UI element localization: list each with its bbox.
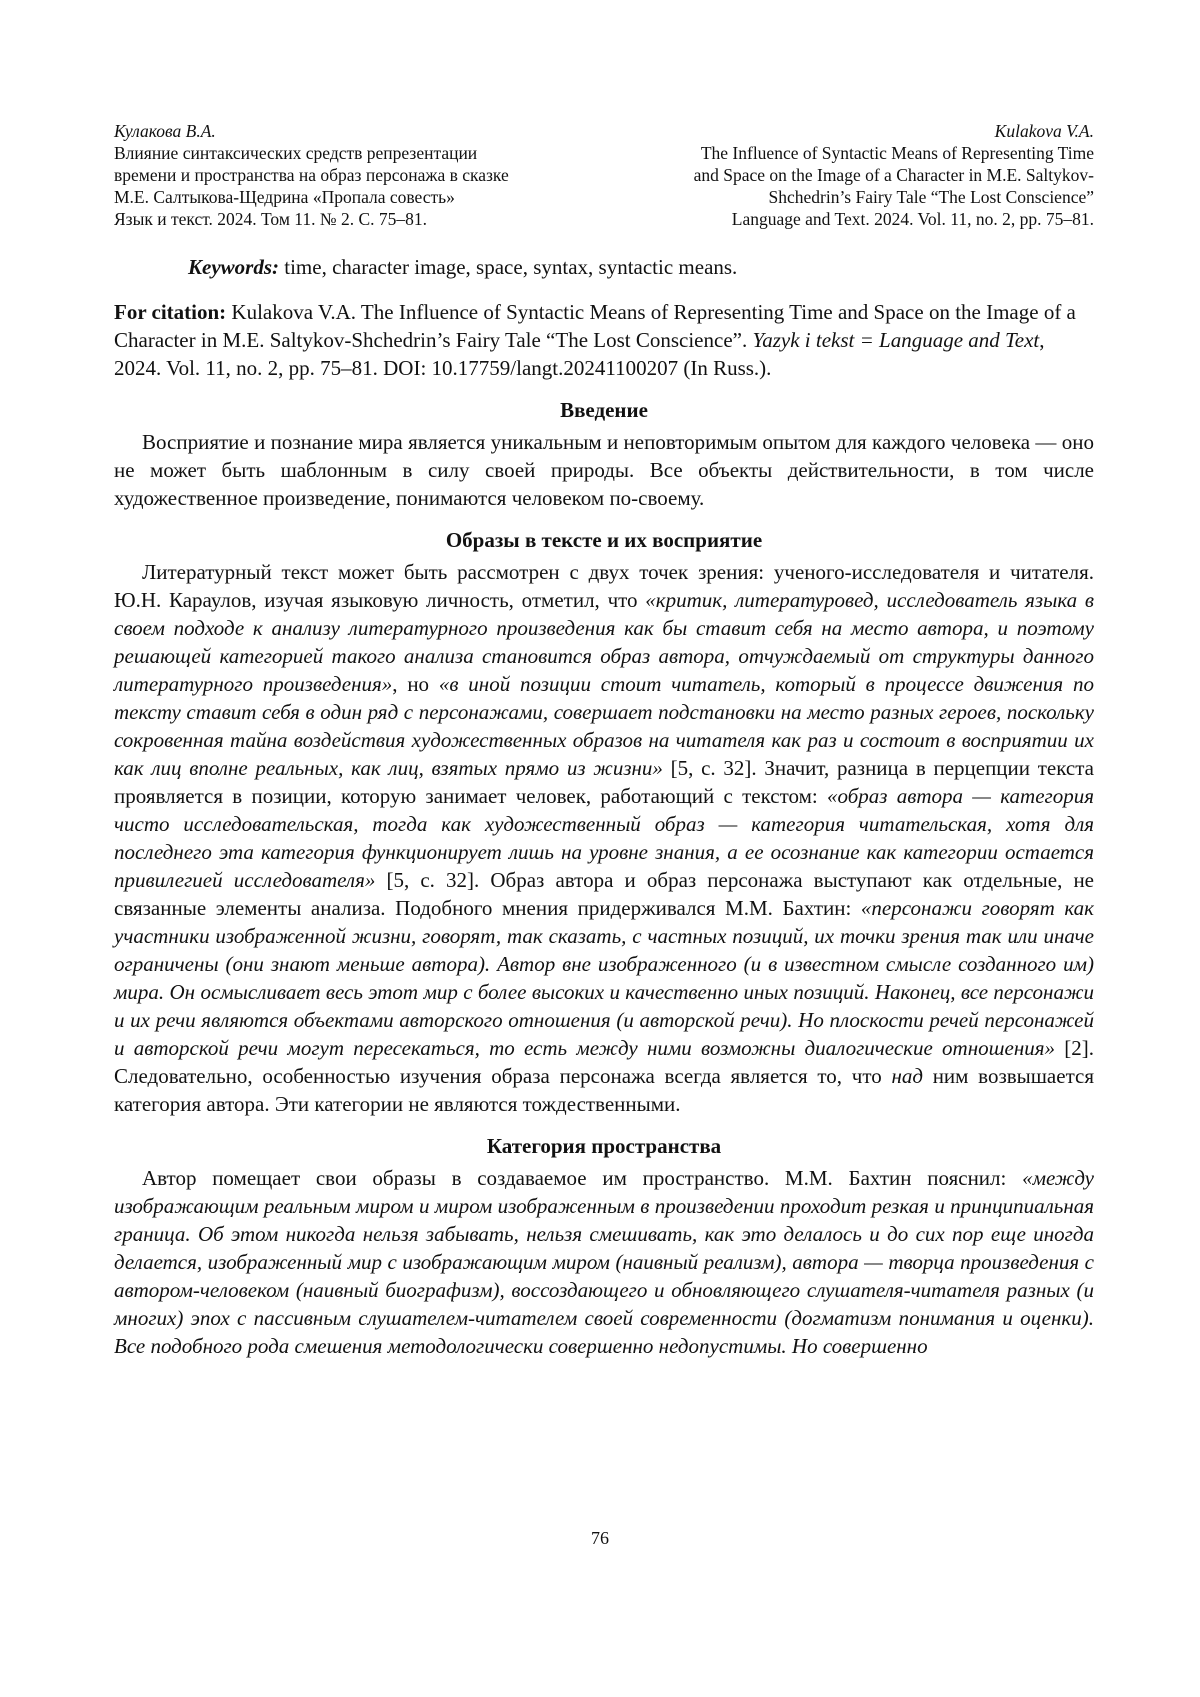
header-title-en-line3: Shchedrin’s Fairy Tale “The Lost Conscience”	[768, 187, 1094, 207]
quote-bakhtin-1: «персонажи говорят как участники изображенной жизни, говорят, так сказать, с частных позиций, их точки зрения так или иначе ограничены (они знают меньше автора). Автор вне изображенного (и в известном смысле созданного им) мира. Он осмысливает весь этот мир с более высоких и качественно иных позиций. Наконец, все персонажи и их речи являются объектами авторского отношения (и авторской речи). Но плоскости речей персонажей и авторской речи могут пересекаться, то есть между ними возможны диалогические отношения»	[114, 896, 1094, 1060]
citation-journal: Yazyk i tekst = Language and Text	[752, 328, 1040, 352]
header-title-en-line2: and Space on the Image of a Character in M.E. Saltykov-	[693, 165, 1094, 185]
header-left-ru	[114, 120, 584, 230]
emphasis-nad: над	[891, 1064, 923, 1088]
text-run: ним возвышается категория автора. Эти категории не являются тождественными.	[114, 1064, 1094, 1116]
header-author-en: Kulakova V.A.	[994, 121, 1094, 141]
quote-karaulov-2: «в иной позиции стоит читатель, который в процессе движения по тексту ставит себя в один ряд с персонажами, совершает подстановки на место разных героев, поскольку сокровенная тайна воздействия художественных образов на читателя как раз и состоит в восприятии их как лиц вполне реальных, как лиц, взятых прямо из жизни»	[114, 672, 1094, 780]
header-title-ru-line3: М.Е. Салтыкова-Щедрина «Пропала совесть»	[114, 187, 455, 207]
section-heading-introduction: Введение	[560, 398, 648, 422]
section-heading-images: Образы в тексте и их восприятие	[445, 528, 763, 552]
header-author-ru: Кулакова В.А.	[114, 121, 216, 141]
header-journal-en: Language and Text. 2024. Vol. 11, no. 2, pp. 75–81.	[731, 209, 1094, 229]
quote-karaulov-1: «критик, литературовед, исследователь языка в своем подходе к анализу литературного произведения как бы ставит себя на место автора, и поэтому решающей категорией такого анализа становится образ автора, отчуждаемый от структуры данного литературного произведения»	[114, 588, 1094, 696]
page-number: 76	[591, 1528, 609, 1548]
text-run: [5, с. 32]. Значит, разница в перцепции текста проявляется в позиции, которую занимает человек, работающий с текстом:	[114, 756, 1094, 808]
text-run: [5, с. 32]. Образ автора и образ персонажа выступают как отдельные, не связанные элементы анализа. Подобного мнения придерживался М.М. Бахтин:	[114, 868, 1095, 920]
citation-text-part1: Kulakova V.A. The Influence of Syntactic Means of Representing Time and Space on the Image of a Character in M.E. Saltykov-Shchedrin’s Fairy Tale “The Lost Conscience”.	[114, 300, 1076, 352]
paragraph-images	[114, 558, 1094, 1118]
text-run: , но	[392, 672, 439, 696]
text-run: Автор помещает свои образы в создаваемое им пространство. М.М. Бахтин пояснил:	[142, 1166, 1023, 1190]
header-right-en	[624, 120, 1094, 230]
keywords-label: Keywords:	[188, 255, 279, 279]
text-run: [2]. Следовательно, особенностью изучения образа персонажа всегда является то, что	[114, 1036, 1094, 1088]
text-run: Литературный текст может быть рассмотрен с двух точек зрения: ученого-исследователя и читателя. Ю.Н. Караулов, изучая языковую личность, отметил, что	[114, 560, 1094, 612]
header-journal-ru: Язык и текст. 2024. Том 11. № 2. С. 75–81.	[114, 209, 428, 229]
keywords	[114, 254, 1094, 280]
quote-bakhtin-2: «между изображающим реальным миром и миром изображенным в произведении проходит резкая и принципиальная граница. Об этом никогда нельзя забывать, нельзя смешивать, как это делалось и до сих пор еще иногда делается, изображенный мир с изображающим миром (наивный реализм), автора — творца произведения с автором-человеком (наивный биографизм), воссоздающего и обновляющего слушателя-читателя разных (и многих) эпох с пассивным слушателем-читателем своей современности (догматизм понимания и оценки). Все подобного рода смешения методологически совершенно недопустимы. Но совершенно	[114, 1166, 1094, 1358]
paragraph-space	[114, 1164, 1094, 1360]
section-heading-space: Категория пространства	[486, 1134, 722, 1158]
header-title-ru-line2: времени и пространства на образ персонажа в сказке	[114, 165, 509, 185]
paragraph-introduction	[114, 428, 1094, 512]
header-title-en-line1: The Influence of Syntactic Means of Representing Time	[700, 143, 1094, 163]
keywords-text: time, character image, space, syntax, syntactic means.	[279, 255, 738, 279]
quote-karaulov-3: «образ автора — категория чисто исследовательская, тогда как художественный образ — категория читательская, хотя для последнего эта категория функционирует лишь на уровне знания, а ее осознание как категории остается привилегией исследователя»	[114, 784, 1094, 892]
paragraph-text: Восприятие и познание мира является уникальным и неповторимым опытом для каждого человека — оно не может быть шаблонным в силу своей природы. Все объекты действительности, в том числе художественное произведение, понимаются человеком по-своему.	[114, 430, 1094, 510]
running-header	[114, 120, 1094, 230]
page	[114, 120, 1094, 1360]
citation-text-part2: , 2024. Vol. 11, no. 2, pp. 75–81. DOI: 10.17759/langt.20241100207 (In Russ.).	[114, 328, 1045, 380]
header-title-ru-line1: Влияние синтаксических средств репрезентации	[114, 143, 478, 163]
citation-label: For citation:	[114, 300, 227, 324]
citation	[114, 298, 1094, 382]
